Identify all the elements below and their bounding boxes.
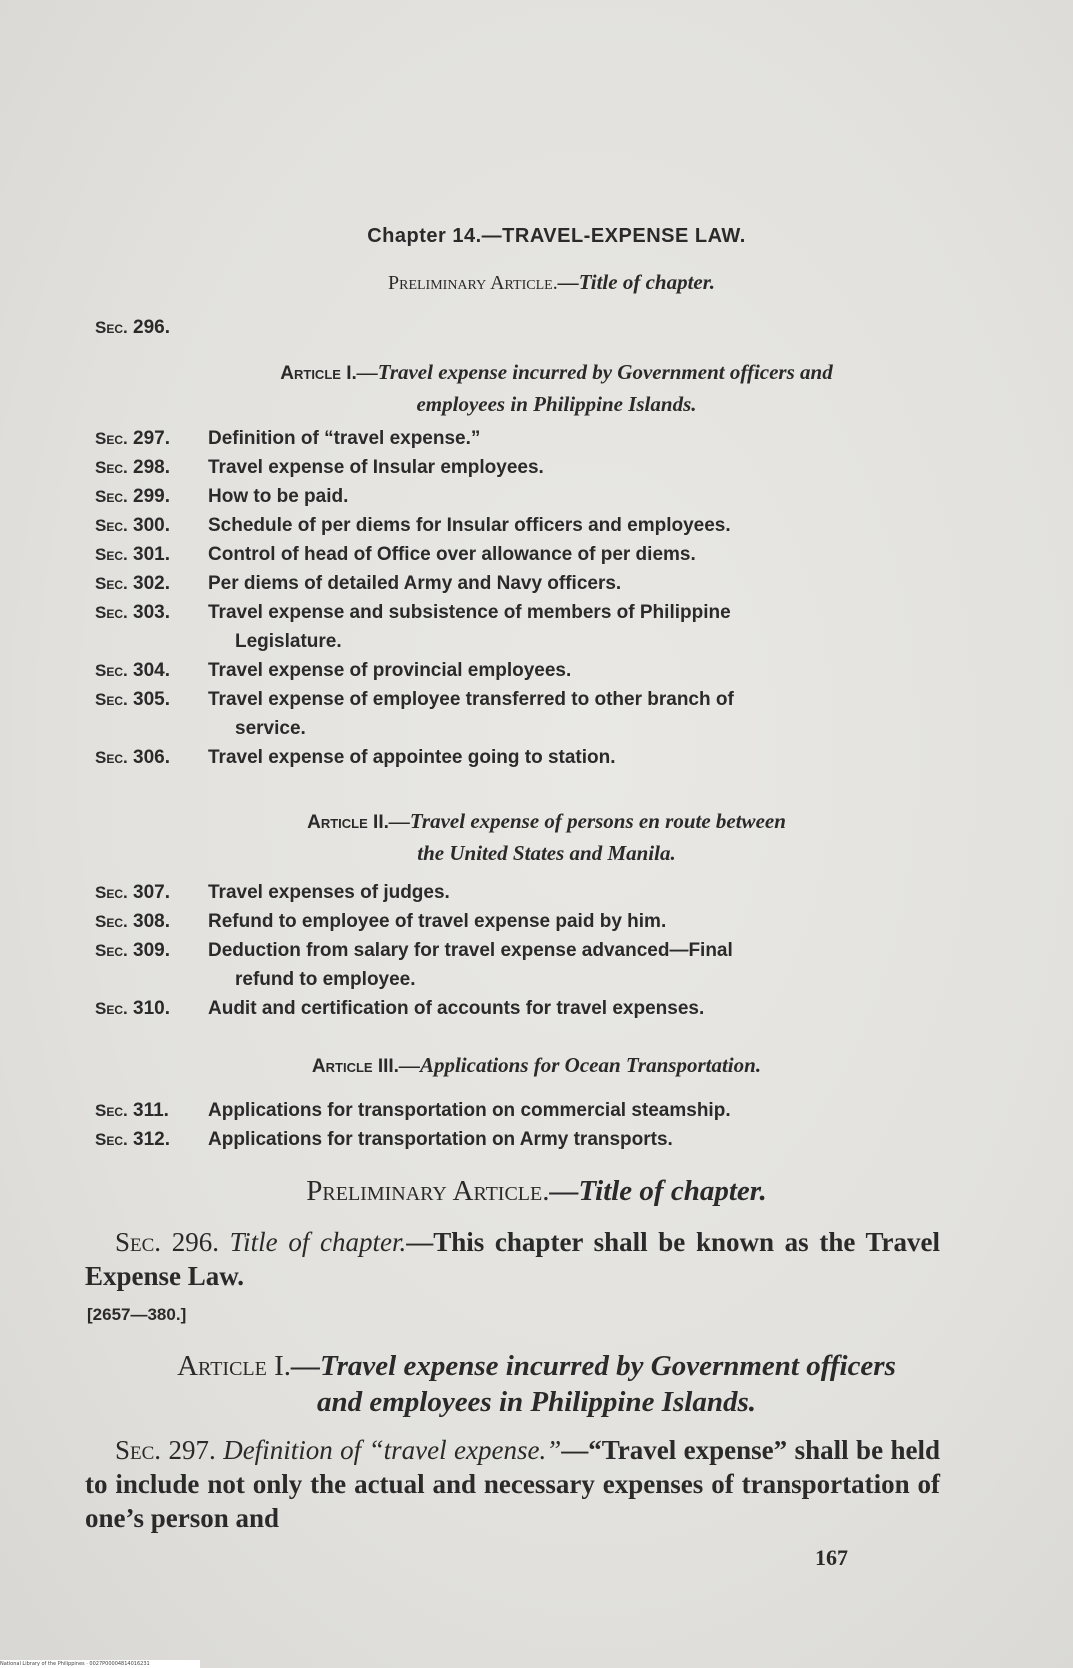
toc-article1-label: Article I. xyxy=(280,363,357,384)
toc-entry: Sec. 307. Travel expenses of judges. xyxy=(95,882,450,903)
toc-entry xyxy=(95,313,950,342)
toc-entry: Sec. 312. Applications for transportation on Army transports. xyxy=(95,1129,673,1150)
section-297-title: Definition of “travel expense.” xyxy=(223,1435,562,1465)
toc-entry: Sec. 306. Travel expense of appointee going to station. xyxy=(95,747,616,768)
toc-entry: Sec. 311. Applications for transportation on commercial steamship. xyxy=(95,1100,731,1121)
toc-entry: Sec. 297. Definition of “travel expense.” xyxy=(95,428,481,449)
toc-article1-title-line1: —Travel expense incurred by Government officers and xyxy=(356,360,833,384)
toc-prelim-label: Preliminary Article. xyxy=(387,272,558,294)
citation: [2657—380.] xyxy=(87,1305,187,1324)
toc-entry-number: Sec. 296. xyxy=(95,317,170,338)
toc-entry: Sec. 298. Travel expense of Insular employees. xyxy=(95,457,544,478)
toc-article2-list xyxy=(95,878,950,1023)
section-296-text: —This chapter shall be known as the Travel Expense Law. xyxy=(85,1227,940,1291)
chapter-title: Chapter 14.—TRAVEL-EXPENSE LAW. xyxy=(367,225,746,247)
page-number: 167 xyxy=(815,1545,848,1570)
toc-entry: Sec. 301. Control of head of Office over allowance of per diems. xyxy=(95,544,696,565)
toc-entry: Sec. 300. Schedule of per diems for Insular officers and employees. xyxy=(95,515,731,536)
toc-entry: Sec. 308. Refund to employee of travel expense paid by him. xyxy=(95,911,667,932)
toc-article3-list xyxy=(95,1096,950,1154)
body-article1-heading xyxy=(0,1348,1073,1420)
toc-article2-title-line1: —Travel expense of persons en route between xyxy=(388,809,786,833)
toc-entry: Sec. 304. Travel expense of provincial employees. xyxy=(95,660,572,681)
toc-article3-title: —Applications for Ocean Transportation. xyxy=(398,1053,762,1077)
toc-article2-heading xyxy=(0,806,1073,868)
toc-prelim-title: —Title of chapter. xyxy=(557,270,716,294)
toc-article3-heading xyxy=(0,1050,1073,1082)
section-296-number: Sec. 296. xyxy=(115,1227,219,1257)
toc-entry: Sec. 310. Audit and certification of accounts for travel expenses. xyxy=(95,998,705,1019)
toc-article1-list xyxy=(95,424,950,772)
toc-prelim-heading xyxy=(0,270,1073,295)
toc-article3-label: Article III. xyxy=(311,1056,399,1077)
body-article1-title-line2: and employees in Philippine Islands. xyxy=(316,1386,757,1418)
toc-entry: Sec. 309. Deduction from salary for travel expense advanced—Final refund to employee. xyxy=(95,940,733,990)
toc-prelim-list xyxy=(95,313,950,342)
body-article1-title-line1: —Travel expense incurred by Government officers xyxy=(291,1350,896,1382)
toc-article1-heading xyxy=(0,357,1073,419)
section-297 xyxy=(85,1433,940,1535)
section-297-number: Sec. 297. xyxy=(115,1435,216,1465)
body-prelim-label: Preliminary Article. xyxy=(306,1175,550,1207)
footer-credit: National Library of the Philippines · 0027P00004814016231 xyxy=(0,1660,200,1668)
toc-article2-title-line2: the United States and Manila. xyxy=(417,841,676,865)
toc-entry: Sec. 305. Travel expense of employee transferred to other branch of service. xyxy=(95,689,734,739)
body-prelim-heading xyxy=(0,1173,1073,1209)
body-article1-label: Article I. xyxy=(177,1350,291,1382)
toc-article2-label: Article II. xyxy=(307,812,389,833)
toc-entry: Sec. 302. Per diems of detailed Army and Navy officers. xyxy=(95,573,622,594)
body-prelim-title: —Title of chapter. xyxy=(549,1175,767,1207)
section-296 xyxy=(85,1225,940,1293)
toc-entry-text xyxy=(208,313,950,342)
section-296-title: Title of chapter. xyxy=(229,1227,407,1257)
section-297-text: —“Travel expense” shall be held to include not only the actual and necessary expenses of transportation of one’s person and xyxy=(85,1435,941,1533)
toc-entry: Sec. 303. Travel expense and subsistence of members of Philippine Legislature. xyxy=(95,602,731,652)
toc-article1-title-line2: employees in Philippine Islands. xyxy=(416,392,697,416)
toc-entry: Sec. 299. How to be paid. xyxy=(95,486,349,507)
